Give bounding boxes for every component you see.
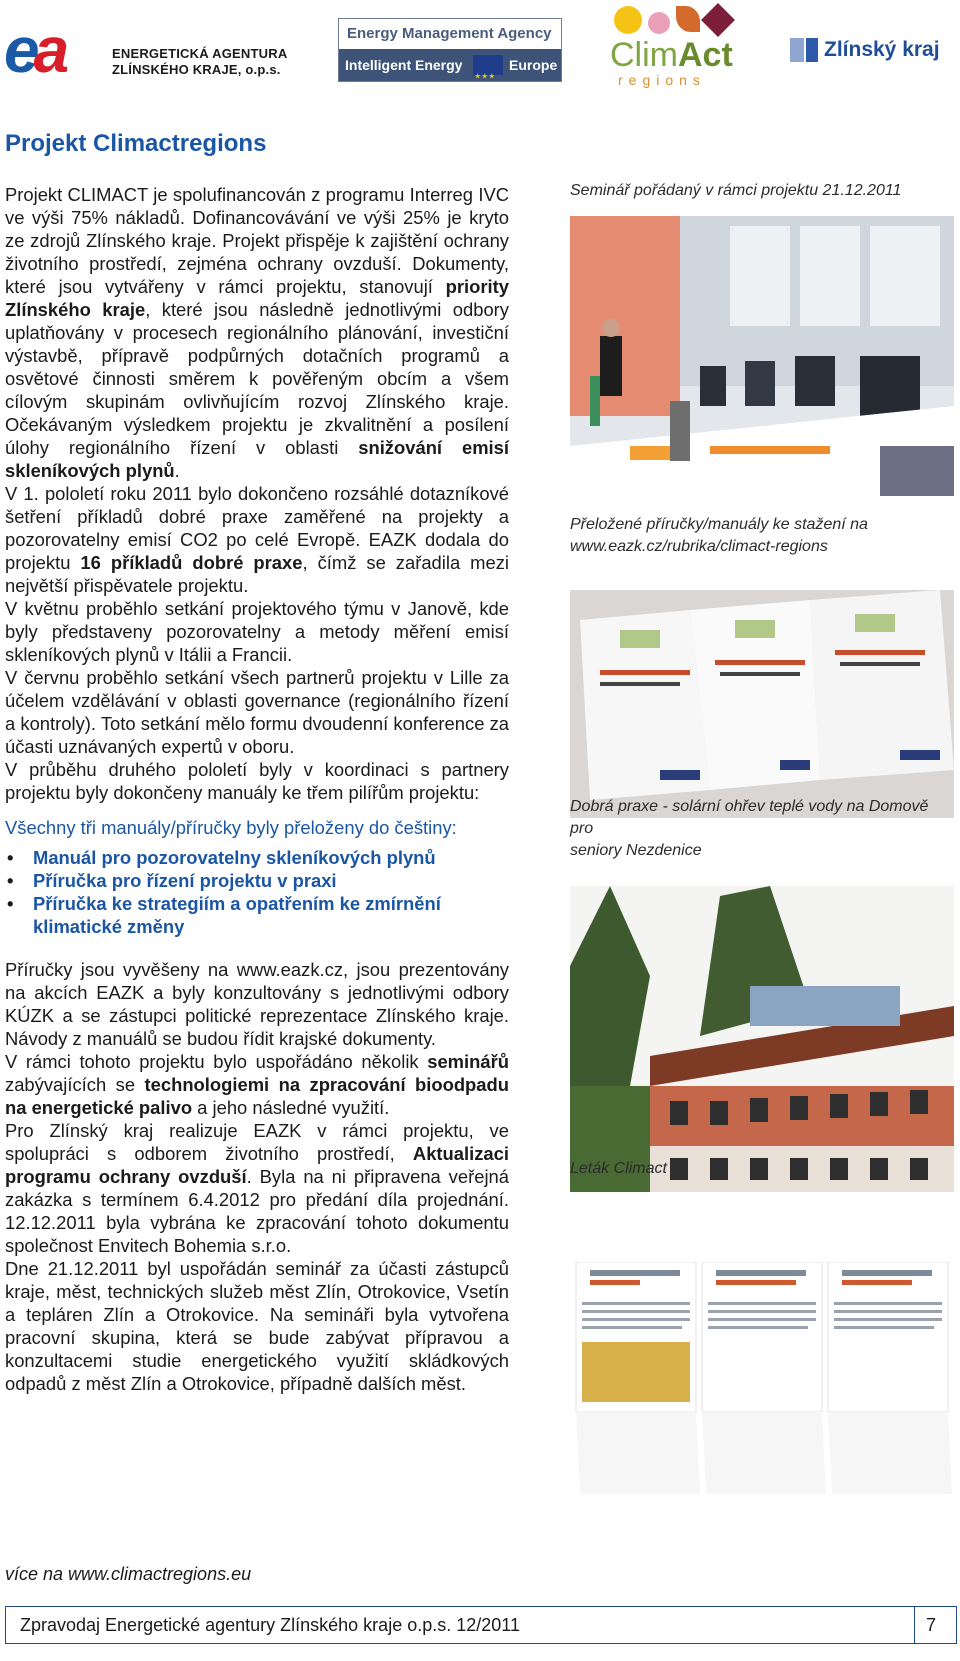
list-item: • Manuál pro pozorovatelny skleníkových plynů bbox=[5, 846, 495, 869]
climact-logo-sub: regions bbox=[618, 72, 706, 88]
paragraph-manuals: V průběhu druhého pololetí byly v koordinaci s partnery projektu byly dokončeny manuály ke třem pilířům projektu: bbox=[5, 759, 509, 803]
photo-seminar-drawing bbox=[570, 216, 954, 510]
paragraph-workgroup: Dne 21.12.2011 byl uspořádán seminář za účasti zástupců kraje, měst, technických služeb měst Zlín, Otrokovice, Vsetín a tepláren Zlín a Otrokovice. Na semináři byla vytvořena pracovní skupina, která se bude zabývat přípravou a konzultacemi studie energetického využití skládkových odpadů z měst Zlín a Otrokovice, případně dalších měst. bbox=[5, 1258, 509, 1394]
climact-logo bbox=[606, 4, 736, 88]
flower-icon bbox=[648, 12, 670, 34]
paragraph-air-program: Pro Zlínský kraj realizuje EAZK v rámci projektu, ve spolupráci s odborem životního prostředí, Aktualizaci programu ochrany ovzduší. Byla na ni připravena veřejná zakázka s termínem 6.4.2012 pro předání díla projednání. 12.12.2011 byla vybrána ke zpracování tohoto dokumentu společnost Envitech Bohemia s.r.o. bbox=[5, 1120, 509, 1256]
ema-logo-ie: Intelligent Energy bbox=[345, 57, 463, 73]
article-body-bottom bbox=[5, 958, 509, 1395]
paragraph-survey: V 1. pololetí roku 2011 bylo dokončeno rozsáhlé dotazníkové šetření příkladů dobré praxe zaměřené na projekty a pozorovatelny emisí CO2 po celé Evropě. EAZK dodala do projektu 16 příkladů dobré praxe, čímž se zařadila mezi největší přispěvatele projektu. bbox=[5, 483, 509, 596]
eu-flag-icon bbox=[473, 55, 503, 75]
photo-solar-building-drawing bbox=[570, 886, 954, 1192]
leaflet-climact bbox=[570, 1262, 954, 1494]
sun-icon bbox=[614, 6, 642, 34]
footer-divider bbox=[914, 1607, 915, 1643]
ea-logo-line2: ZLÍNSKÉHO KRAJE, o.p.s. bbox=[112, 62, 281, 77]
page-title: Projekt Climactregions bbox=[5, 130, 267, 157]
photo-manuals-drawing bbox=[570, 590, 954, 818]
photo-solar-building bbox=[570, 886, 954, 1192]
photo-manuals bbox=[570, 590, 954, 818]
ea-logo-e: e bbox=[4, 14, 34, 86]
list-item: • Příručka pro řízení projektu v praxi bbox=[5, 869, 495, 892]
caption-seminar: Seminář pořádaný v rámci projektu 21.12.2011 bbox=[570, 182, 902, 199]
ema-logo-title: Energy Management Agency bbox=[339, 19, 561, 49]
article-body-top bbox=[5, 183, 509, 804]
paragraph-seminars: V rámci tohoto projektu bylo uspořádáno několik seminářů zabývajících se technologiemi na zpracování bioodpadu na energetické palivo a jeho následné využití. bbox=[5, 1051, 509, 1118]
caption-leaflet: Leták Climact bbox=[570, 1160, 667, 1177]
caption-solar: Dobrá praxe - solární ohřev teplé vody na Domově pro seniory Nezdenice bbox=[570, 798, 929, 859]
caption-manuals: Přeložené příručky/manuály ke stažení na www.eazk.cz/rubrika/climact-regions bbox=[570, 516, 868, 555]
zlinsky-kraj-text: Zlínský kraj bbox=[824, 38, 940, 61]
translated-note: Všechny tři manuály/příručky byly přeloženy do češtiny: bbox=[5, 817, 457, 838]
list-item: • Příručka ke strategiím a opatřením ke zmírnění klimatické změny bbox=[5, 892, 495, 938]
footer-title: Zpravodaj Energetické agentury Zlínského kraje o.p.s. 12/2011 bbox=[20, 1615, 520, 1635]
ea-logo-a: a bbox=[33, 14, 64, 86]
paragraph-intro: Projekt CLIMACT je spolufinancován z programu Interreg IVC ve výši 75% nákladů. Dofinancovávání ve výši 25% je kryto ze zdrojů Zlínského kraje. Projekt přispěje k zajištění ochrany životního prostředí, zejména ochrany ovzduší. Dokumenty, které jsou vytvářeny v rámci projektu, stanovují priority Zlínského kraje, které jsou následně jednotlivými odbory uplatňovány v procesech regionálního plánování, investiční výstavbě, přípravě podpůrných dotačních programů a osvětové činnosti směrem k pověřeným obcím a všem cílovým skupinám ovlivňujícím rozvoj Zlínského kraje. Očekávaným výsledkem projektu je zkvalitnění a posílení úlohy regionálního řízení v oblasti snižování emisí skleníkových plynů. bbox=[5, 184, 509, 481]
leaflet-climact-drawing bbox=[570, 1262, 954, 1494]
footer bbox=[5, 1606, 957, 1644]
maple-leaf-icon bbox=[701, 3, 735, 37]
climact-logo-word-a: Clim bbox=[610, 36, 678, 74]
paragraph-genoa: V květnu proběhlo setkání projektového týmu v Janově, kde byly představeny pozorovatelny a metody měření emisí skleníkových plynů v Itálii a Francii. bbox=[5, 598, 509, 665]
paragraph-web: Příručky jsou vyvěšeny na www.eazk.cz, jsou prezentovány na akcích EAZK a byly konzultovány s jednotlivými odbory KÚZK a se zástupci politické reprezentace Zlínského kraje. Návody z manuálů se budou řídit krajské dokumenty. bbox=[5, 959, 509, 1049]
zlinsky-kraj-logo bbox=[790, 32, 940, 72]
more-link[interactable]: více na www.climactregions.eu bbox=[5, 1564, 252, 1584]
ema-logo bbox=[338, 18, 562, 82]
ea-logo-line1: ENERGETICKÁ AGENTURA bbox=[112, 46, 288, 61]
zk-emblem-icon bbox=[790, 38, 804, 62]
ea-logo bbox=[4, 14, 294, 86]
leaf-icon bbox=[676, 6, 700, 32]
manuals-list bbox=[5, 846, 495, 938]
ema-logo-europe: Europe bbox=[509, 57, 558, 73]
photo-seminar bbox=[570, 216, 954, 510]
page-number: 7 bbox=[926, 1615, 937, 1635]
climact-logo-word-b: Act bbox=[677, 36, 733, 74]
paragraph-lille: V červnu proběhlo setkání všech partnerů projektu v Lille za účelem vzdělávání v oblasti governance (regionálního řízení a kontroly). Toto setkání mělo formu dvoudenní konference za účasti uznávaných expertů v oboru. bbox=[5, 667, 509, 757]
